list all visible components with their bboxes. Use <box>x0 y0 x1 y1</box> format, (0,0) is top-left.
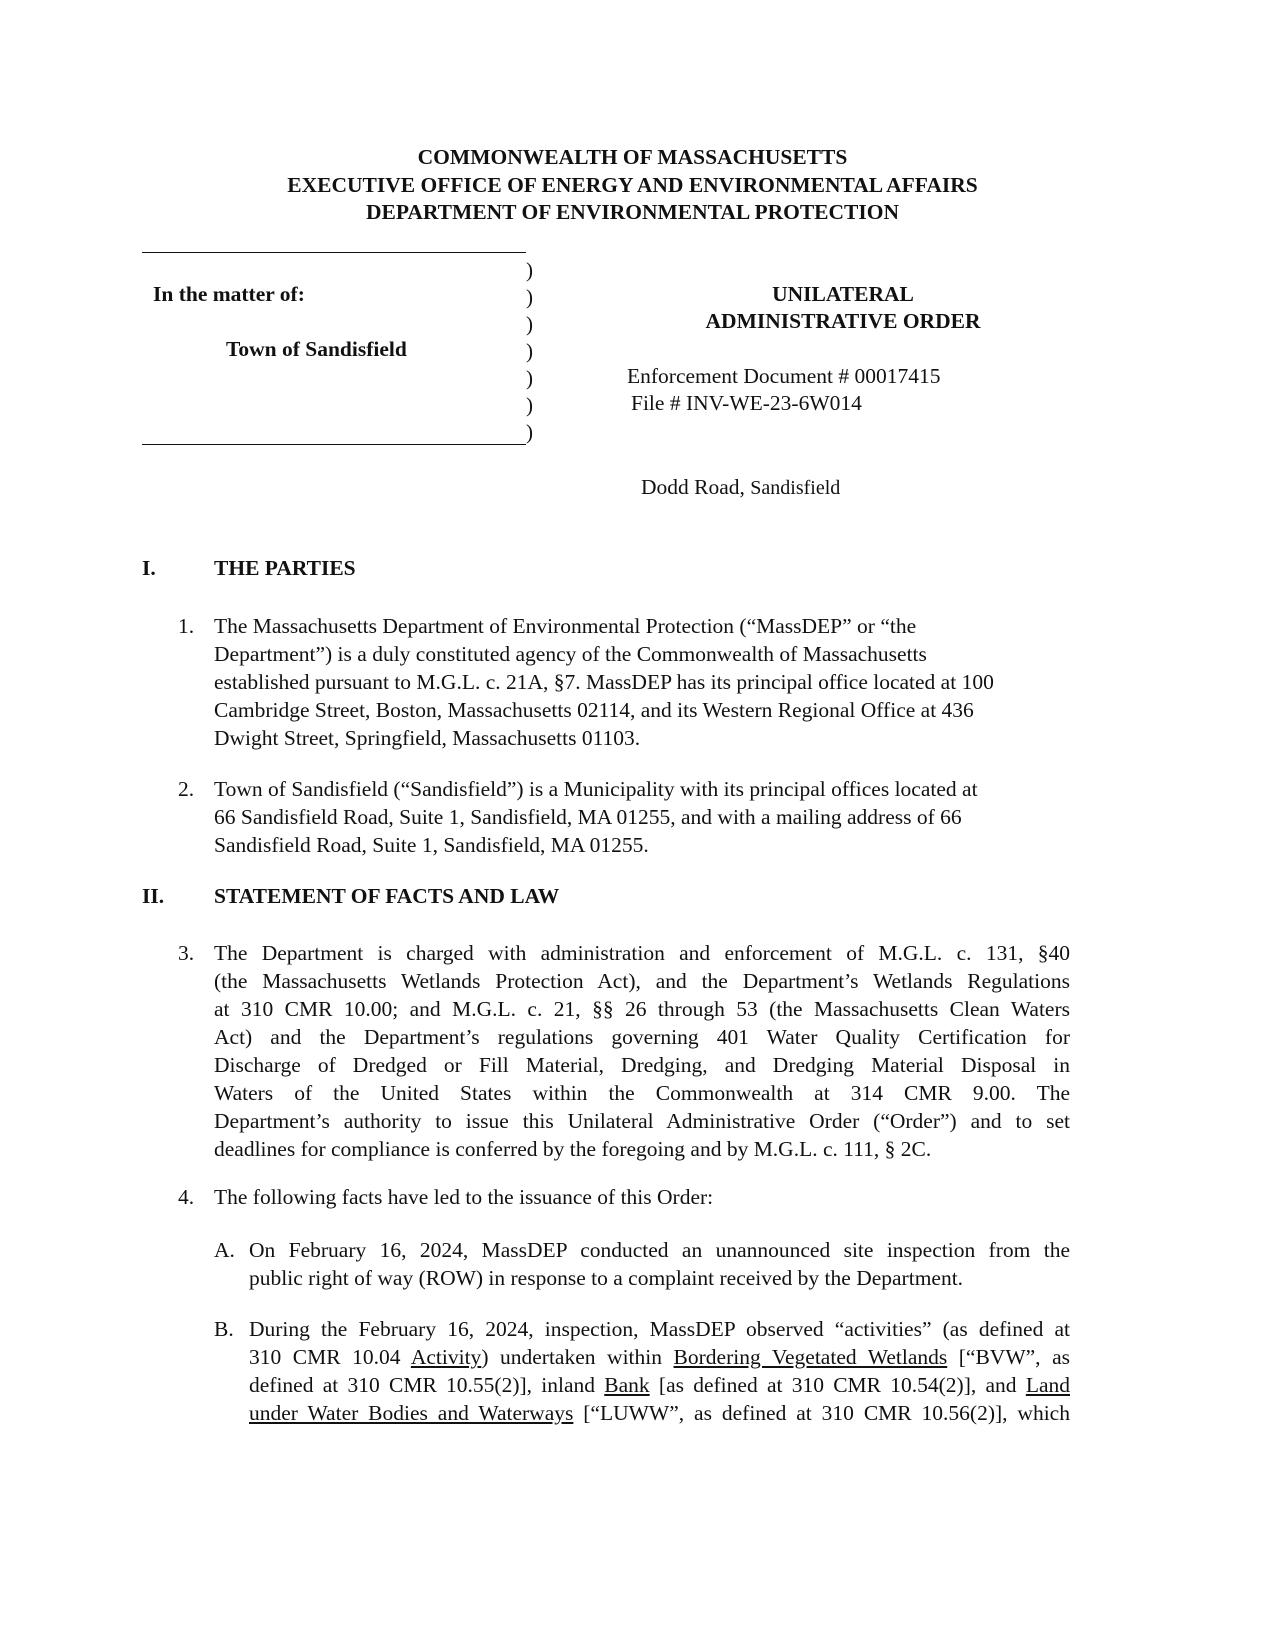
header-line-1: COMMONWEALTH OF MASSACHUSETTS <box>417 145 848 169</box>
subparagraph-a <box>249 1236 1070 1292</box>
text-run: 310 CMR 10.04 <box>249 1345 411 1369</box>
paragraph-4: The following facts have led to the issuance of this Order: <box>214 1185 714 1209</box>
paragraph-number: 2. <box>178 777 195 801</box>
paragraph-line: Town of Sandisfield (“Sandisfield”) is a Municipality with its principal offices located at <box>214 777 978 801</box>
paragraph-line: Dwight Street, Springfield, Massachusetts 01103. <box>214 726 641 750</box>
party-name: Town of Sandisfield <box>226 337 407 361</box>
header-line-3: DEPARTMENT OF ENVIRONMENTAL PROTECTION <box>365 200 899 224</box>
caption-paren: ) <box>526 258 533 282</box>
caption-paren: ) <box>526 366 533 390</box>
enforcement-document: Enforcement Document # 00017415 <box>627 364 941 388</box>
paragraph-3 <box>214 939 1070 1163</box>
section-number: II. <box>142 884 165 908</box>
site-town: Sandisfield <box>750 477 841 499</box>
paragraph-line: deadlines for compliance is conferred by the foregoing and by M.G.L. c. 111, § 2C. <box>214 1137 932 1161</box>
paragraph-line: public right of way (ROW) in response to a complaint received by the Department. <box>249 1266 964 1290</box>
text-run: [“LUWW”, as defined at 310 CMR 10.56(2)], which <box>573 1401 1070 1425</box>
paragraph-line <box>249 1343 1070 1371</box>
defined-term: Bank <box>604 1373 650 1397</box>
paragraph-line: On February 16, 2024, MassDEP conducted an unannounced site inspection from the <box>249 1238 1070 1262</box>
paragraph-line: at 310 CMR 10.00; and M.G.L. c. 21, §§ 26 through 53 (the Massachusetts Clean Waters <box>214 997 1070 1021</box>
defined-term: Land <box>1025 1373 1070 1397</box>
caption-paren: ) <box>526 312 533 336</box>
paragraph-line: Department’s authority to issue this Unilateral Administrative Order (“Order”) and to set <box>214 1109 1070 1133</box>
paragraph-line: The Massachusetts Department of Environmental Protection (“MassDEP” or “the <box>214 614 917 638</box>
paragraph-line: 66 Sandisfield Road, Suite 1, Sandisfield, MA 01255, and with a mailing address of 66 <box>214 805 962 829</box>
text-run: [as defined at 310 CMR 10.54(2)], and <box>649 1373 1026 1397</box>
paragraph-line: Act) and the Department’s regulations governing 401 Water Quality Certification for <box>214 1025 1070 1049</box>
defined-term: Activity <box>410 1345 482 1369</box>
paragraph-number: 1. <box>178 614 195 638</box>
paragraph-line: Sandisfield Road, Suite 1, Sandisfield, MA 01255. <box>214 833 649 857</box>
paragraph-number: 3. <box>178 941 195 965</box>
paragraph-number: 4. <box>178 1185 195 1209</box>
caption-paren: ) <box>526 339 533 363</box>
caption-paren: ) <box>526 393 533 417</box>
text-run: defined at 310 CMR 10.55(2)], inland <box>249 1373 605 1397</box>
defined-term: under Water Bodies and Waterways <box>249 1401 574 1425</box>
paragraph-line: Waters of the United States within the Commonwealth at 314 CMR 9.00. The <box>214 1081 1070 1105</box>
paragraph-2 <box>214 775 1070 859</box>
header-line-2: EXECUTIVE OFFICE OF ENERGY AND ENVIRONMENTAL AFFAIRS <box>287 173 978 197</box>
caption-top-rule <box>142 252 526 253</box>
file-number: File # INV-WE-23-6W014 <box>631 391 862 415</box>
paragraph-line: Department”) is a duly constituted agency of the Commonwealth of Massachusetts <box>214 642 927 666</box>
section-title: THE PARTIES <box>214 556 356 580</box>
paragraph-line: established pursuant to M.G.L. c. 21A, §7. MassDEP has its principal office located at 100 <box>214 670 994 694</box>
subparagraph-letter: A. <box>214 1238 235 1262</box>
paragraph-line <box>249 1371 1070 1399</box>
order-title-1: UNILATERAL <box>772 282 914 306</box>
section-number: I. <box>142 556 156 580</box>
order-title-2: ADMINISTRATIVE ORDER <box>705 309 981 333</box>
paragraph-line: The Department is charged with administration and enforcement of M.G.L. c. 131, §40 <box>214 941 1070 965</box>
site-location <box>641 475 840 500</box>
matter-label: In the matter of: <box>153 282 305 306</box>
paragraph-line: Cambridge Street, Boston, Massachusetts 02114, and its Western Regional Office at 436 <box>214 698 974 722</box>
caption-paren: ) <box>526 420 533 444</box>
subparagraph-b <box>249 1315 1070 1427</box>
defined-term: Bordering Vegetated Wetlands <box>673 1345 948 1369</box>
section-title: STATEMENT OF FACTS AND LAW <box>214 884 560 908</box>
paragraph-1 <box>214 612 1070 752</box>
site-road: Dodd Road, <box>641 475 745 499</box>
subparagraph-letter: B. <box>214 1317 234 1341</box>
text-run: ) undertaken within <box>481 1345 674 1369</box>
paragraph-line: (the Massachusetts Wetlands Protection Act), and the Department’s Wetlands Regulations <box>214 969 1070 993</box>
text-run: [“BVW”, as <box>947 1345 1070 1369</box>
paragraph-line <box>249 1399 1070 1427</box>
paragraph-line: During the February 16, 2024, inspection, MassDEP observed “activities” (as defined at <box>249 1317 1070 1341</box>
caption-paren: ) <box>526 285 533 309</box>
caption-bottom-rule <box>142 444 526 445</box>
paragraph-line: Discharge of Dredged or Fill Material, Dredging, and Dredging Material Disposal in <box>214 1053 1070 1077</box>
